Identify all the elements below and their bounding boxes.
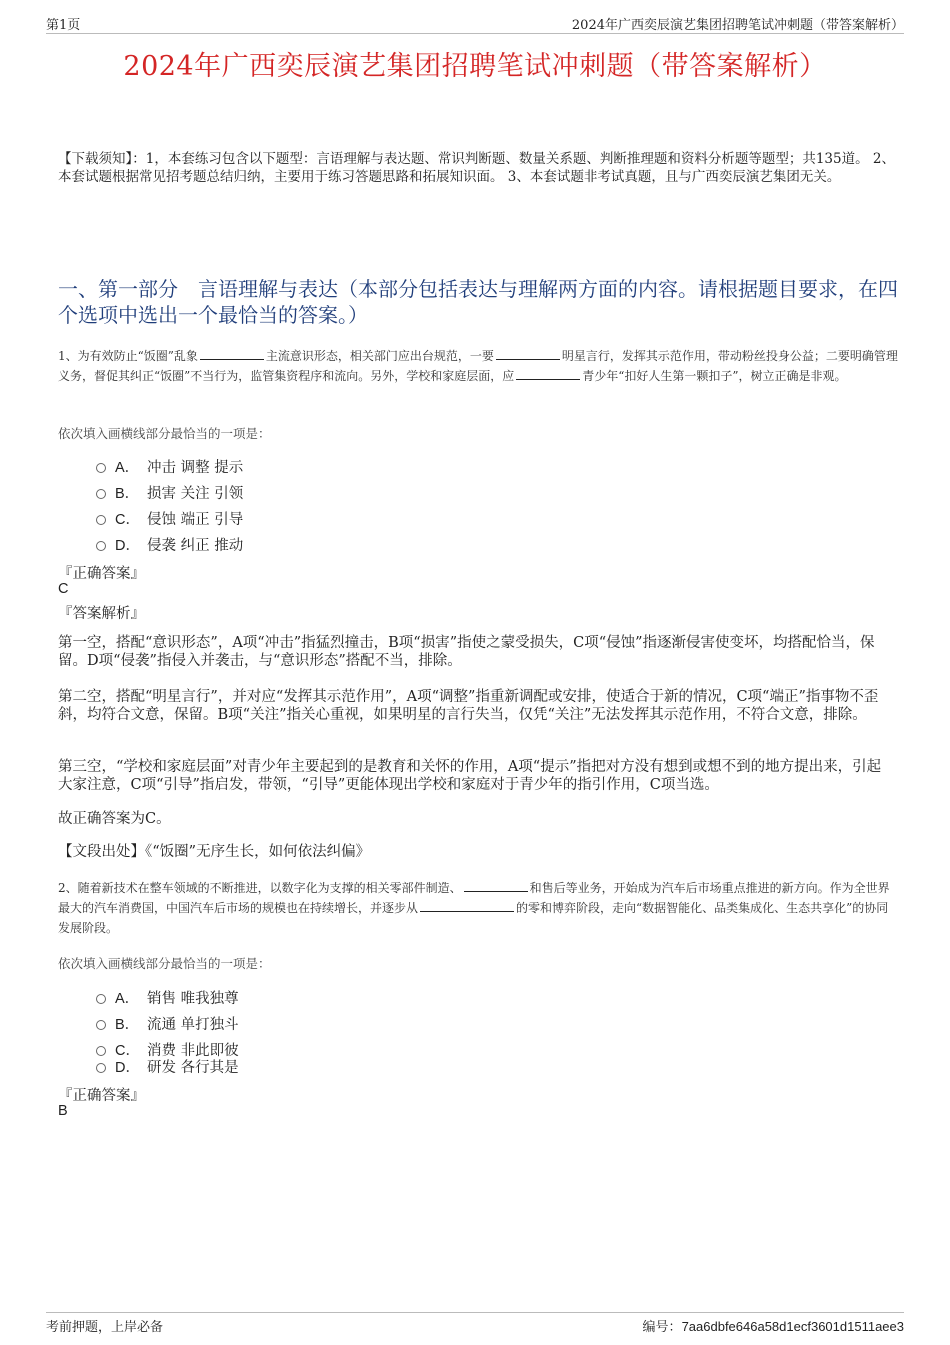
question-1-option-d[interactable]	[96, 534, 243, 555]
option-letter: D．	[115, 538, 140, 554]
blank-line	[200, 346, 264, 360]
question-2-option-d[interactable]	[96, 1056, 239, 1077]
question-2-text	[58, 878, 898, 938]
radio-icon[interactable]	[96, 489, 106, 499]
code-label: 编号：	[642, 1320, 682, 1335]
option-text: 研发 各行其是	[147, 1060, 239, 1076]
question-1-option-b[interactable]	[96, 482, 243, 503]
correct-answer-label: 『正确答案』	[58, 566, 145, 582]
blank-line	[516, 366, 580, 380]
question-1-part: 主流意识形态，相关部门应出台规范，一要	[265, 349, 494, 363]
question-2-part: 和售后等业务，开始成为汽车后市场重点推进的新方向。作为全世界最大的汽车消费国，中国汽车后市场的规模也在持续增长，并逐步从	[58, 881, 890, 915]
radio-icon[interactable]	[96, 1046, 106, 1056]
question-2-part: 2、随着新技术在整车领域的不断推进，以数字化为支撑的相关零部件制造、	[58, 881, 462, 895]
footer-slogan: 考前押题，上岸必备	[46, 1320, 164, 1335]
document-title: 2024年广西奕辰演艺集团招聘笔试冲刺题（带答案解析）	[123, 51, 827, 82]
blank-line	[420, 898, 514, 912]
header-divider	[46, 33, 904, 34]
question-1-part: 青少年“扣好人生第一颗扣子”，树立正确是非观。	[582, 369, 847, 383]
radio-icon[interactable]	[96, 1063, 106, 1073]
text-source: 【文段出处】《“饭圈”无序生长，如何依法纠偏》	[58, 844, 371, 860]
radio-icon[interactable]	[96, 994, 106, 1004]
analysis-paragraph: 第二空，搭配“明星言行”，并对应“发挥其示范作用”，A项“调整”指重新调配或安排，使适合于新的情况，C项“端正”指事物不歪斜，均符合文意，保留。B项“关注”指关心重视，如果明星的言行失当，仅凭“关注”无法发挥其示范作用，不符合文意，排除。	[58, 689, 879, 723]
radio-icon[interactable]	[96, 515, 106, 525]
option-letter: D．	[115, 1060, 140, 1076]
header-doc-title: 2024年广西奕辰演艺集团招聘笔试冲刺题（带答案解析）	[571, 18, 904, 33]
option-letter: C．	[115, 1043, 140, 1059]
question-1-part: 1、为有效防止“饭圈”乱象	[58, 349, 198, 363]
option-text: 销售 唯我独尊	[147, 991, 239, 1007]
footer-divider	[46, 1312, 904, 1313]
option-text: 损害 关注 引领	[147, 486, 244, 502]
question-1-text	[58, 346, 898, 386]
option-text: 侵袭 纠正 推动	[147, 538, 244, 554]
option-letter: A．	[115, 991, 140, 1007]
question-2-part: 的零和博弈阶段，走向“数据智能化、品类集成化、生态共享化”的协同发展阶段。	[58, 901, 889, 935]
page-number: 第1页	[46, 18, 81, 33]
document-code	[643, 1316, 904, 1335]
correct-answer: B	[58, 1103, 68, 1119]
question-1-part: 明星言行，发挥其示范作用，带动粉丝投身公益；二要明确管理义务，督促其纠正“饭圈”不当行为，监管集资程序和流向。另外，学校和家庭层面，应	[58, 349, 898, 383]
code-value: 7aa6dbfe646a58d1ecf3601d1511aee3	[681, 1319, 904, 1334]
option-text: 流通 单打独斗	[147, 1017, 239, 1033]
radio-icon[interactable]	[96, 463, 106, 473]
question-2-prompt: 依次填入画横线部分最恰当的一项是：	[58, 956, 271, 971]
radio-icon[interactable]	[96, 1020, 106, 1030]
blank-line	[496, 346, 560, 360]
option-text: 消费 非此即彼	[147, 1043, 239, 1059]
radio-icon[interactable]	[96, 541, 106, 551]
analysis-paragraph: 第一空，搭配“意识形态”，A项“冲击”指猛烈撞击，B项“损害”指使之蒙受损失，C项“侵蚀”指逐渐侵害使变坏，均搭配恰当，保留。D项“侵袭”指侵入并袭击，与“意识形态”搭配不当，排除。	[58, 635, 875, 669]
option-text: 侵蚀 端正 引导	[147, 512, 244, 528]
analysis-conclusion: 故正确答案为C。	[58, 811, 171, 827]
question-1-option-a[interactable]	[96, 456, 243, 477]
question-2-option-a[interactable]	[96, 987, 239, 1008]
blank-line	[464, 878, 528, 892]
section-heading: 一、第一部分 言语理解与表达（本部分包括表达与理解两方面的内容。请根据题目要求，在四个选项中选出一个最恰当的答案。）	[58, 277, 898, 327]
question-1-prompt: 依次填入画横线部分最恰当的一项是：	[58, 426, 271, 441]
question-2-option-b[interactable]	[96, 1013, 239, 1034]
analysis-label: 『答案解析』	[58, 606, 145, 622]
download-notice: 【下载须知】：1，本套练习包含以下题型：言语理解与表达题、常识判断题、数量关系题、判断推理题和资料分析题等题型；共135道。 2、本套试题根据常见招考题总结归纳，主要用于练习答题思路和拓展知识面。 3、本套试题非考试真题，且与广西奕辰演艺集团无关。	[58, 151, 895, 185]
option-letter: B．	[115, 486, 140, 502]
question-1-option-c[interactable]	[96, 508, 243, 529]
option-letter: C．	[115, 512, 140, 528]
option-letter: A．	[115, 460, 140, 476]
correct-answer-label: 『正确答案』	[58, 1088, 145, 1104]
option-text: 冲击 调整 提示	[147, 460, 244, 476]
analysis-paragraph: 第三空，“学校和家庭层面”对青少年主要起到的是教育和关怀的作用，A项“提示”指把对方没有想到或想不到的地方提出来，引起大家注意，C项“引导”指启发，带领，“引导”更能体现出学校和家庭对于青少年的指引作用，C项当选。	[58, 759, 882, 793]
option-letter: B．	[115, 1017, 140, 1033]
correct-answer: C	[58, 581, 69, 597]
